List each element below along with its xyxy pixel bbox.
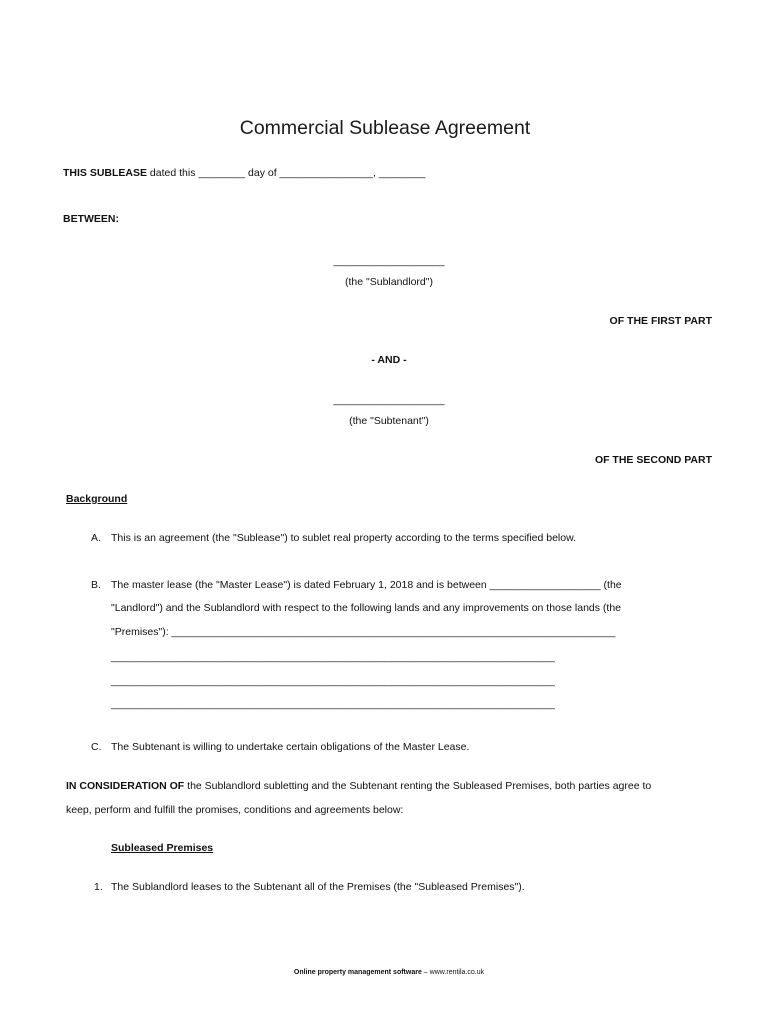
party2-part-label: OF THE SECOND PART [594, 454, 712, 466]
party1-part-label: OF THE FIRST PART [609, 315, 712, 327]
document-title: Commercial Sublease Agreement [239, 117, 531, 139]
consideration-lead: IN CONSIDERATION OF [66, 780, 185, 792]
consideration-line-2: keep, perform and fulfill the promises, conditions and agreements below: [66, 804, 404, 816]
consideration-rest: the Sublandlord subletting and the Subtenant renting the Subleased Premises, both parties agree to [184, 780, 652, 792]
background-item-a [91, 532, 576, 544]
background-item-b-blank-line: ____________________________________________________________________________ [111, 698, 555, 710]
footer-bold: Online property management software [293, 969, 422, 976]
subleased-premises-item-1 [94, 881, 525, 893]
party1-name: (the "Sublandlord") [344, 276, 433, 288]
item-marker: 1. [94, 881, 103, 893]
and-label: - AND - [371, 354, 407, 366]
party2-blank: ___________________ [333, 394, 445, 406]
between-label: BETWEEN: [63, 213, 119, 225]
footer-rest: – www.rentila.co.uk [421, 969, 485, 976]
intro-lead: THIS SUBLEASE [63, 167, 148, 179]
item-text: This is an agreement (the "Sublease") to sublet real property according to the terms specified below. [111, 532, 577, 544]
subleased-premises-heading: Subleased Premises [111, 842, 214, 854]
item-marker: B. [91, 579, 101, 591]
background-item-b-blank-line: ____________________________________________________________________________ [111, 651, 555, 663]
background-item-b-line: "Premises"): ____________________________________________________________________________ [111, 626, 616, 638]
intro-rest: dated this ________ day of ________________, ________ [147, 167, 426, 179]
item-marker: A. [91, 532, 101, 544]
party1-blank: ___________________ [333, 255, 445, 267]
page-footer [0, 969, 770, 976]
intro-paragraph [63, 167, 426, 179]
item-text: The Sublandlord leases to the Subtenant all of the Premises (the "Subleased Premises"). [111, 881, 525, 893]
background-heading: Background [66, 493, 128, 505]
item-marker: C. [91, 741, 102, 753]
item-text: The master lease (the "Master Lease") is dated February 1, 2018 and is between ___________________ (the [111, 579, 622, 591]
background-item-b-line: "Landlord") and the Sublandlord with respect to the following lands and any improvements on those lands (the [111, 602, 622, 614]
party2-name: (the "Subtenant") [349, 415, 429, 427]
item-text: The Subtenant is willing to undertake certain obligations of the Master Lease. [111, 741, 470, 753]
consideration-line-1 [66, 780, 651, 792]
background-item-c [91, 741, 469, 753]
background-item-b [91, 579, 622, 591]
background-item-b-blank-line: ____________________________________________________________________________ [111, 675, 555, 687]
